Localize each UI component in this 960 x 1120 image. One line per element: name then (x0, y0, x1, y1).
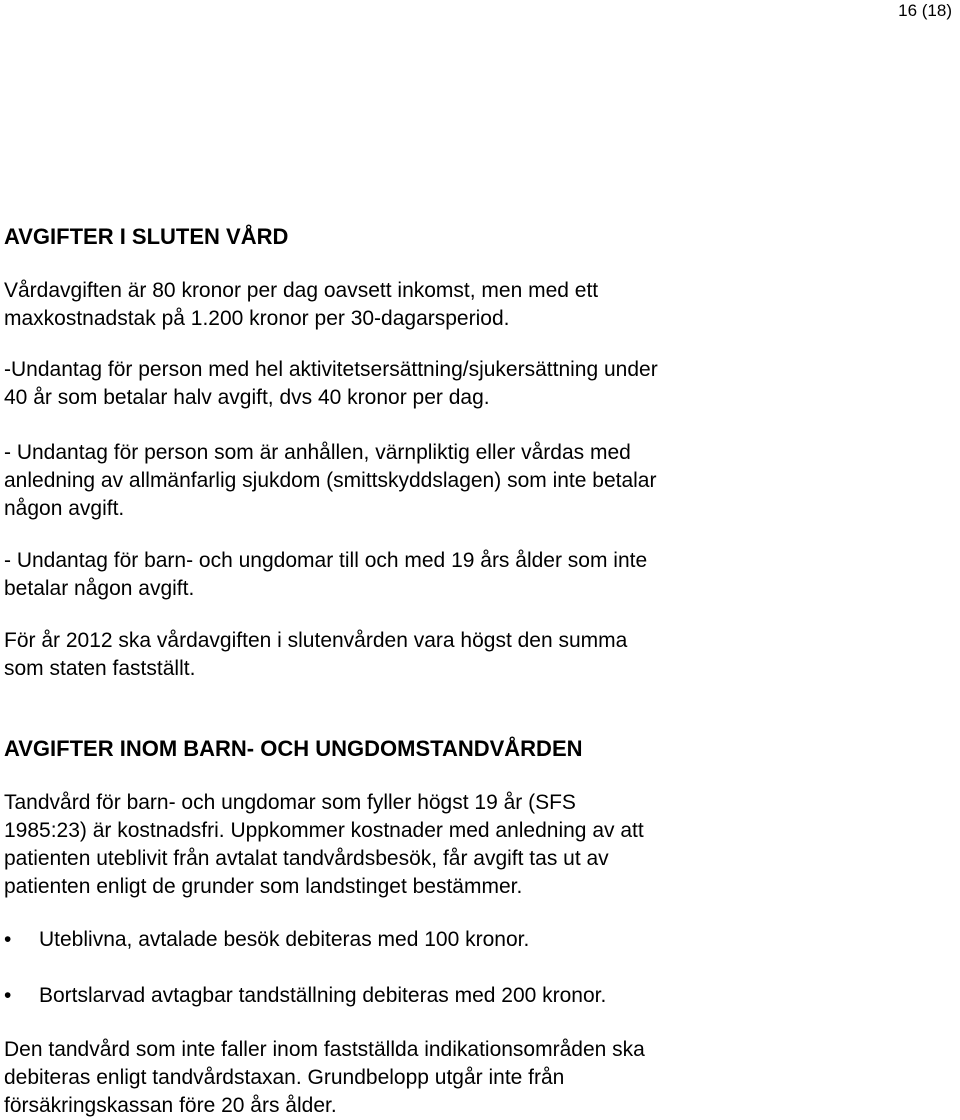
paragraph-ar-2012 (4, 627, 627, 683)
text-line: maxkostnadstak på 1.200 kronor per 30-dagarsperiod. (4, 307, 510, 330)
text-line: Tandvård för barn- och ungdomar som fyller högst 19 år (SFS (4, 791, 576, 814)
text-line: patienten uteblivit från avtalat tandvårdsbesök, får avgift tas ut av (4, 847, 609, 870)
bullet-icon: • (4, 928, 12, 951)
text-line: som staten fastställt. (4, 657, 196, 680)
text-line: debiteras enligt tandvårdstaxan. Grundbelopp utgår inte från (4, 1066, 565, 1089)
paragraph-undantag-anhallen (4, 439, 656, 523)
text-line: För år 2012 ska vårdavgiften i slutenvården vara högst den summa (4, 629, 628, 652)
section-heading-sluten-vard: AVGIFTER I SLUTEN VÅRD (4, 224, 289, 249)
paragraph-undantag-aktivitetsersattning (4, 356, 658, 412)
text-line: Vårdavgiften är 80 kronor per dag oavsett inkomst, men med ett (4, 279, 599, 302)
text-line: - Undantag för barn- och ungdomar till och med 19 års ålder som inte (4, 549, 648, 572)
paragraph-undantag-barn (4, 547, 647, 603)
text-line: 40 år som betalar halv avgift, dvs 40 kronor per dag. (4, 386, 490, 409)
text-line: 1985:23) är kostnadsfri. Uppkommer kostnader med anledning av att (4, 819, 644, 842)
text-line: anledning av allmänfarlig sjukdom (smittskyddslagen) som inte betalar (4, 469, 657, 492)
text-line: försäkringskassan före 20 års ålder. (4, 1094, 337, 1117)
paragraph-vardavgift (4, 277, 598, 333)
list-item-text: Uteblivna, avtalade besök debiteras med 100 kronor. (39, 928, 530, 951)
bullet-icon: • (4, 984, 12, 1007)
text-line: någon avgift. (4, 497, 125, 520)
list-item-text: Bortslarvad avtagbar tandställning debiteras med 200 kronor. (39, 984, 607, 1007)
paragraph-tandvardstaxan (4, 1036, 645, 1120)
text-line: - Undantag för person som är anhållen, värnpliktig eller vårdas med (4, 441, 631, 464)
page-number: 16 (18) (898, 1, 952, 20)
paragraph-tandvard-kostnadsfri (4, 789, 644, 901)
text-line: patienten enligt de grunder som landstinget bestämmer. (4, 875, 523, 898)
section-heading-tandvard: AVGIFTER INOM BARN- OCH UNGDOMSTANDVÅRDEN (4, 736, 583, 761)
text-line: betalar någon avgift. (4, 577, 195, 600)
text-line: -Undantag för person med hel aktivitetsersättning/sjukersättning under (4, 358, 658, 381)
text-line: Den tandvård som inte faller inom fastställda indikationsområden ska (4, 1038, 645, 1061)
